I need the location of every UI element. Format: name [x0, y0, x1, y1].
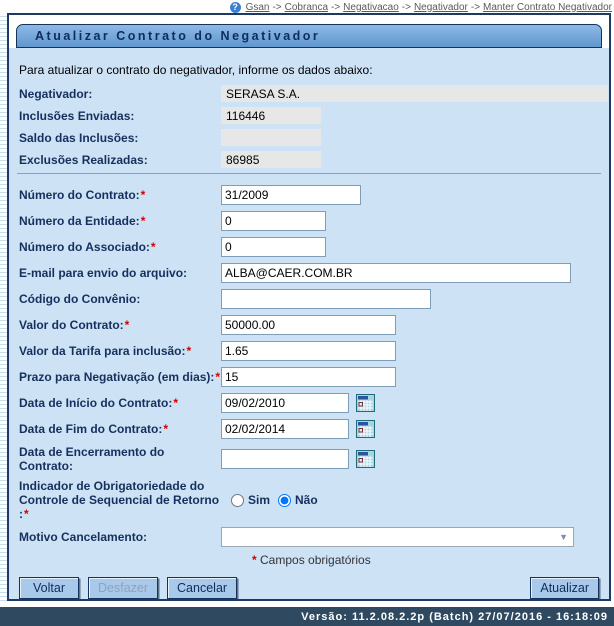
chevron-down-icon: ▼ — [559, 532, 568, 542]
atualizar-button[interactable]: Atualizar — [530, 577, 599, 599]
version-text: Versão: 11.2.08.2.2p (Batch) 27/07/2016 - 16:18:09 — [301, 610, 608, 623]
desfazer-button[interactable]: Desfazer — [88, 577, 158, 599]
required-asterisk: * — [163, 422, 169, 436]
numero-associado-input[interactable] — [221, 237, 326, 257]
breadcrumb-link-negativacao[interactable]: Negativacao — [343, 1, 399, 13]
breadcrumb-separator: -> — [272, 1, 282, 13]
field-row-motivo-cancelamento — [9, 527, 609, 547]
field-row-data-inicio — [9, 393, 609, 413]
page-title-text: Atualizar Contrato do Negativador — [35, 29, 321, 43]
breadcrumb-separator: -> — [470, 1, 481, 13]
breadcrumb-link-gsan[interactable]: Gsan — [245, 1, 270, 13]
indicador-radio-group — [227, 493, 318, 507]
valor-tarifa-input[interactable] — [221, 341, 396, 361]
label-text: Número do Associado: — [19, 240, 150, 254]
label-text: Código do Convênio: — [19, 292, 141, 306]
label-text: Data de Fim do Contrato: — [19, 422, 163, 436]
prazo-negativacao-input[interactable] — [221, 367, 396, 387]
saldo-inclusoes-value — [221, 129, 321, 146]
label-text: Número da Entidade: — [19, 214, 140, 228]
field-row-valor-contrato — [9, 315, 609, 335]
breadcrumb-separator: -> — [401, 1, 411, 13]
numero-contrato-input[interactable] — [221, 185, 361, 205]
version-footer — [0, 607, 614, 626]
label-text: E-mail para envio do arquivo: — [19, 266, 188, 280]
field-row-data-encerramento — [9, 445, 609, 473]
label-text: Data de Encerramento do Contrato: — [19, 445, 165, 473]
intro-text: Para atualizar o contrato do negativador, informe os dados abaixo: — [19, 63, 373, 77]
required-note-text: Campos obrigatórios — [256, 553, 371, 567]
indicador-nao-label: Não — [295, 493, 318, 507]
codigo-convenio-label — [19, 292, 221, 306]
field-row-email-arquivo — [9, 263, 609, 283]
breadcrumb — [0, 0, 614, 13]
email-arquivo-label — [19, 266, 221, 280]
field-row-exclusoes-realizadas — [9, 151, 609, 168]
required-note — [251, 553, 609, 567]
required-asterisk: * — [186, 344, 192, 358]
voltar-button[interactable]: Voltar — [19, 577, 79, 599]
valor-tarifa-label — [19, 344, 221, 358]
label-text: Data de Início do Contrato: — [19, 396, 173, 410]
form-panel — [9, 48, 609, 599]
required-asterisk: * — [173, 396, 179, 410]
numero-entidade-label — [19, 214, 221, 228]
field-row-negativador — [9, 85, 609, 102]
required-asterisk: * — [124, 318, 130, 332]
calendar-icon[interactable] — [356, 450, 375, 468]
exclusoes-realizadas-value: 86985 — [221, 151, 321, 168]
field-row-codigo-convenio — [9, 289, 609, 309]
field-row-valor-tarifa — [9, 341, 609, 361]
data-inicio-input[interactable] — [221, 393, 349, 413]
page-title — [16, 24, 602, 48]
window-frame — [0, 13, 614, 601]
email-arquivo-input[interactable] — [221, 263, 571, 283]
field-row-prazo-negativacao — [9, 367, 609, 387]
required-asterisk: * — [24, 507, 29, 521]
saldo-inclusoes-label — [19, 131, 221, 145]
field-row-numero-contrato — [9, 185, 609, 205]
indicador-sim-radio[interactable] — [231, 494, 244, 507]
required-asterisk: * — [252, 553, 257, 567]
label-text: Exclusões Realizadas: — [19, 152, 148, 167]
indicador-sequencial-label — [19, 479, 227, 521]
negativador-value: SERASA S.A. — [221, 85, 608, 102]
breadcrumb-separator: -> — [331, 1, 341, 13]
valor-contrato-input[interactable] — [221, 315, 396, 335]
numero-associado-label — [19, 240, 221, 254]
data-fim-label — [19, 422, 221, 436]
required-asterisk: * — [140, 188, 146, 202]
calendar-icon[interactable] — [356, 420, 375, 438]
breadcrumb-link-cobranca[interactable]: Cobranca — [284, 1, 328, 13]
required-asterisk: * — [150, 240, 156, 254]
indicador-nao-radio[interactable] — [278, 494, 291, 507]
inclusoes-enviadas-value: 116446 — [221, 107, 321, 124]
field-row-saldo-inclusoes — [9, 129, 609, 146]
required-asterisk: * — [215, 370, 221, 384]
content-box — [7, 13, 611, 601]
breadcrumb-link-negativador[interactable]: Negativador — [413, 1, 468, 13]
field-row-indicador-sequencial — [9, 479, 609, 521]
codigo-convenio-input[interactable] — [221, 289, 431, 309]
label-text: Valor da Tarifa para inclusão: — [19, 344, 186, 358]
label-text: Valor do Contrato: — [19, 318, 124, 332]
motivo-cancelamento-select[interactable] — [221, 527, 574, 547]
left-frame-decoration — [0, 13, 7, 601]
valor-contrato-label — [19, 318, 221, 332]
field-row-numero-associado — [9, 237, 609, 257]
prazo-negativacao-label — [19, 370, 221, 384]
data-encerramento-label — [19, 445, 221, 473]
data-inicio-label — [19, 396, 221, 410]
buttons-row — [9, 577, 609, 599]
data-fim-input[interactable] — [221, 419, 349, 439]
exclusoes-realizadas-label — [19, 153, 221, 167]
data-encerramento-input[interactable] — [221, 449, 349, 469]
help-icon[interactable]: ? — [230, 2, 241, 13]
field-row-inclusoes-enviadas — [9, 107, 609, 124]
indicador-sim-label: Sim — [248, 493, 271, 507]
field-row-data-fim — [9, 419, 609, 439]
label-text: Número do Contrato: — [19, 188, 140, 202]
motivo-cancelamento-label — [19, 530, 221, 544]
inclusoes-enviadas-label — [19, 109, 221, 123]
label-text: Indicador de Obrigatoriedade do Controle de Sequencial de Retorno : — [19, 479, 220, 521]
label-text: Saldo das Inclusões: — [19, 130, 139, 145]
negativador-label — [19, 87, 221, 101]
numero-contrato-label — [19, 188, 221, 202]
cancelar-button[interactable]: Cancelar — [167, 577, 237, 599]
label-text: Negativador: — [19, 86, 93, 101]
label-text: Inclusões Enviadas: — [19, 108, 135, 123]
numero-entidade-input[interactable] — [221, 211, 326, 231]
label-text: Prazo para Negativação (em dias): — [19, 370, 215, 384]
required-asterisk: * — [140, 214, 146, 228]
label-text: Motivo Cancelamento: — [19, 530, 148, 544]
section-divider — [17, 173, 601, 174]
calendar-icon[interactable] — [356, 394, 375, 412]
field-row-numero-entidade — [9, 211, 609, 231]
breadcrumb-link-manter-contrato[interactable]: Manter Contrato Negativador — [483, 1, 612, 13]
